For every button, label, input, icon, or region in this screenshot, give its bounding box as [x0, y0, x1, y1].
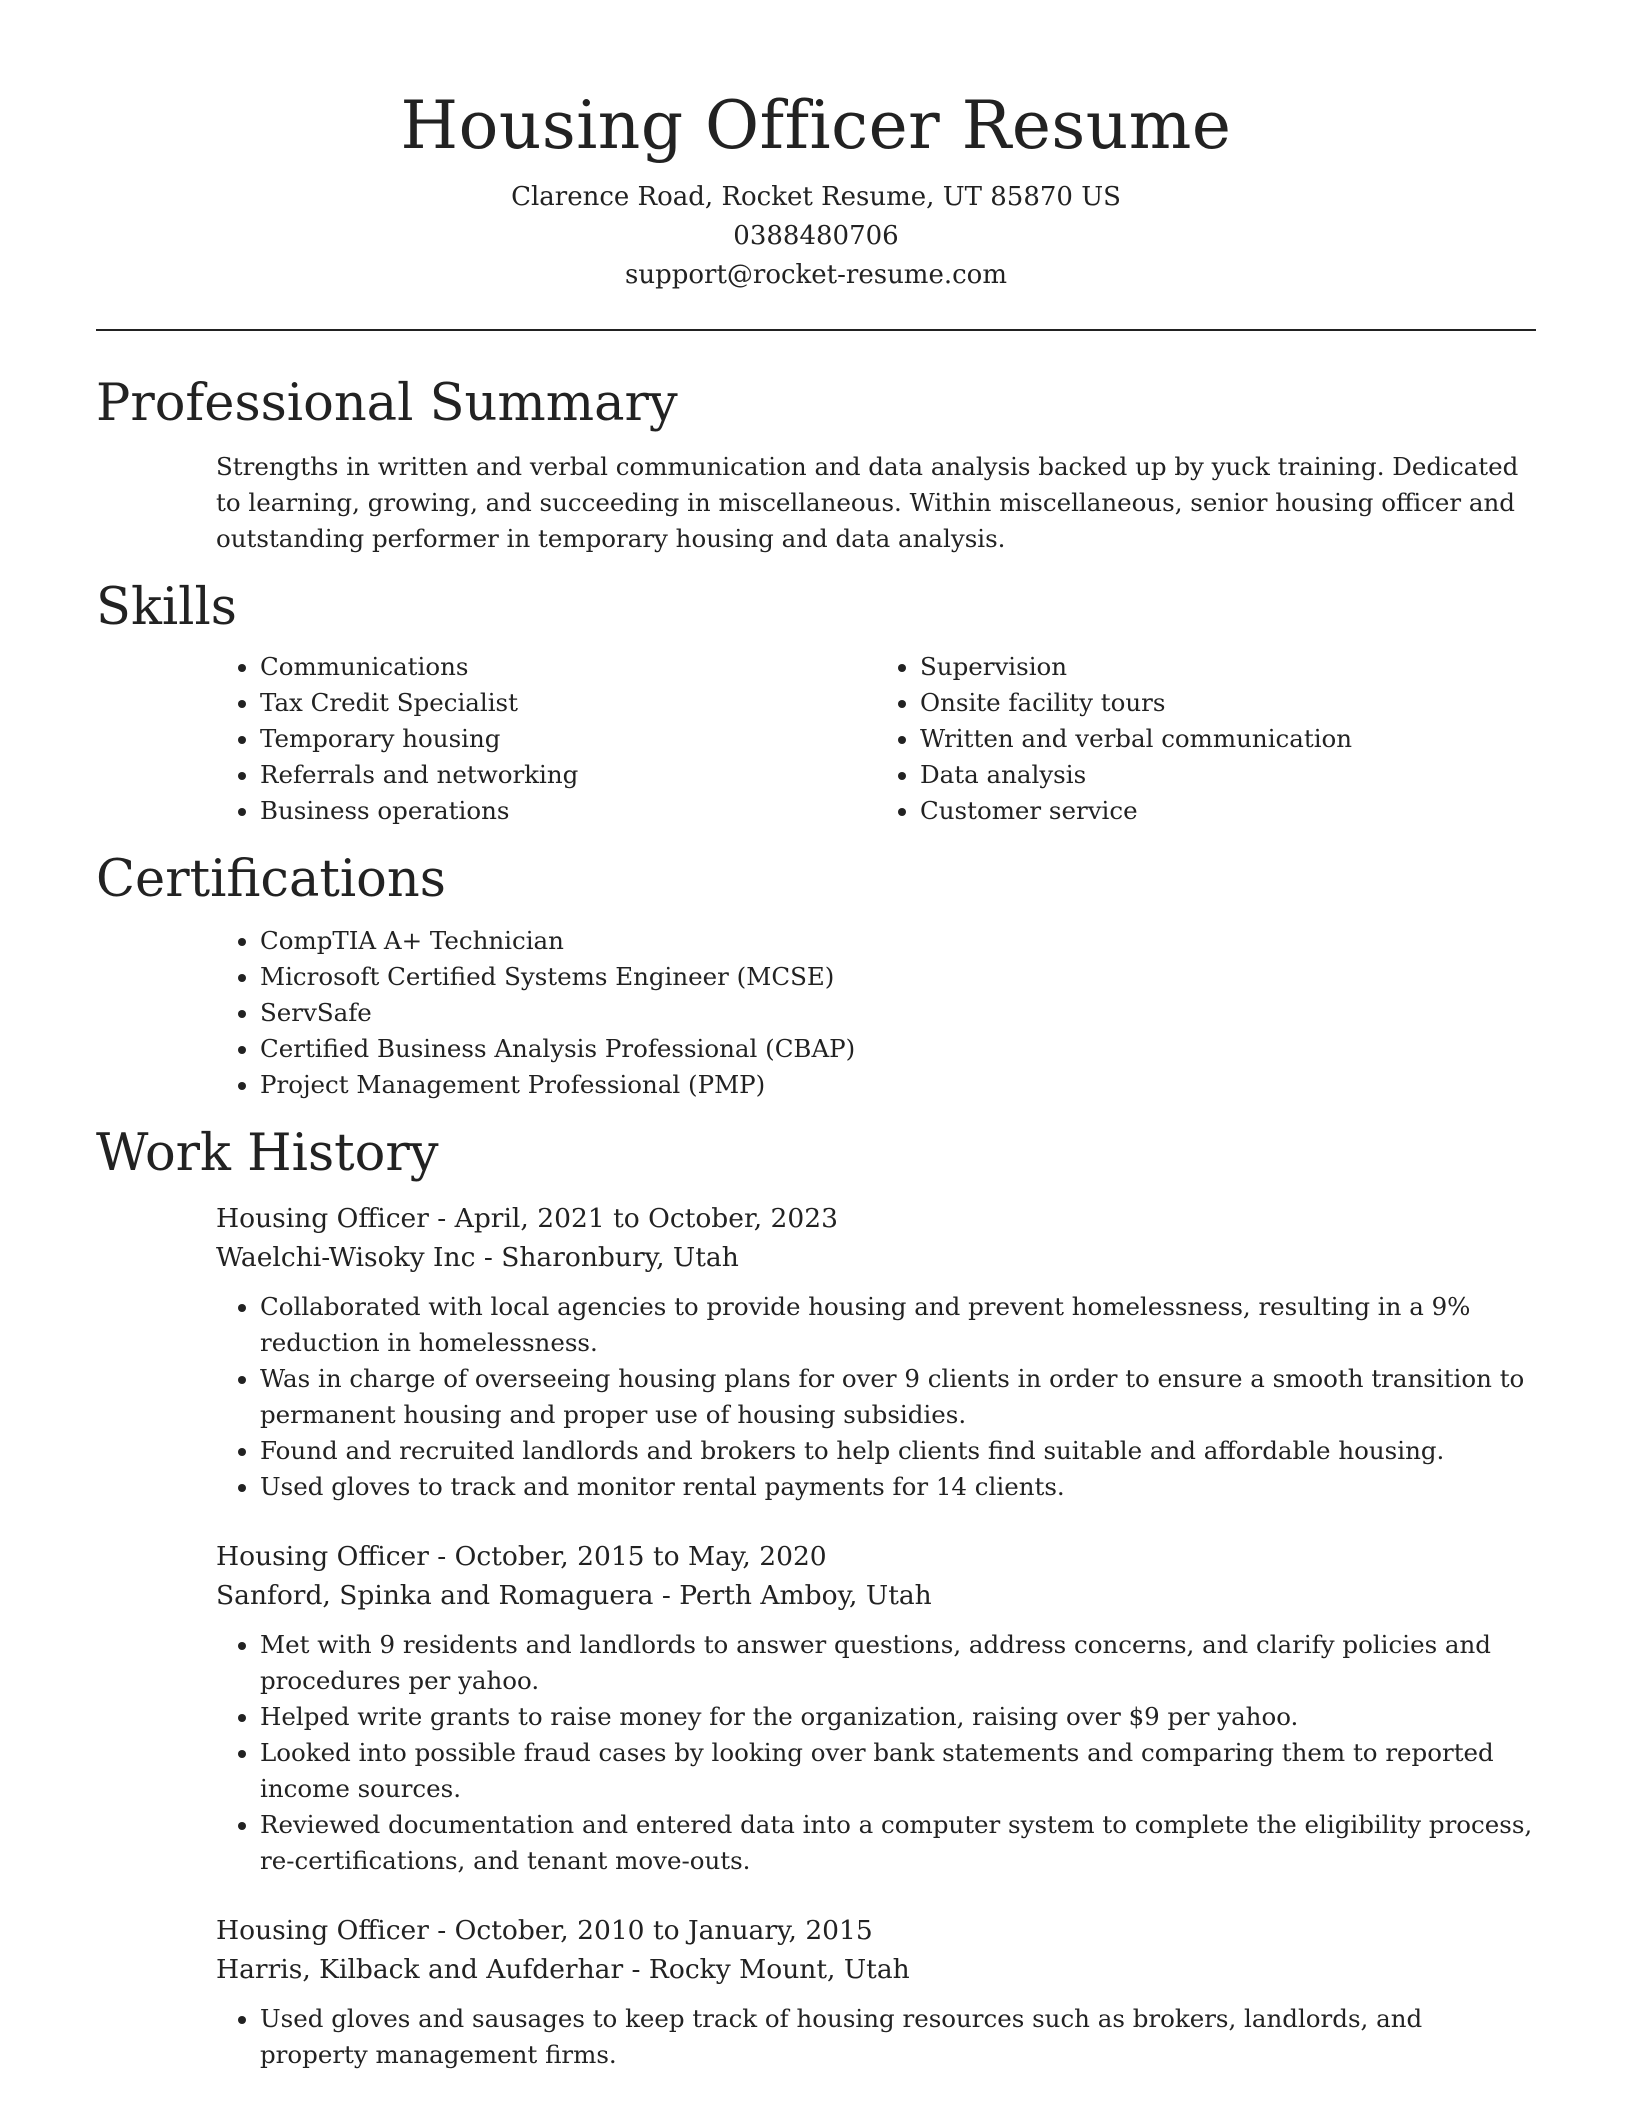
job-bullet: • Was in charge of overseeing housing plans for over 9 clients in order to ensure a smooth transition to permanent housing and proper use of housing subsidies.: [260, 1361, 1536, 1433]
skill-item: • Tax Credit Specialist: [260, 685, 876, 721]
job-bullets: [216, 1627, 1536, 1879]
job-bullet: • Used gloves and sausages to keep track of housing resources such as brokers, landlords, and property management firms.: [260, 2001, 1536, 2073]
skill-item: • Communications: [260, 649, 876, 685]
certifications-heading: Certifications: [96, 850, 446, 909]
certification-item: • Microsoft Certified Systems Engineer (MCSE): [260, 959, 1536, 995]
certification-item: • ServSafe: [260, 995, 1536, 1031]
job-bullet: • Collaborated with local agencies to provide housing and prevent homelessness, resulting in a 9% reduction in homelessness.: [260, 1289, 1536, 1361]
certifications-list: [216, 923, 1536, 1103]
resume-title: Housing Officer Resume: [400, 87, 1232, 164]
skill-item: • Onsite facility tours: [920, 685, 1536, 721]
job-bullets: [216, 1289, 1536, 1505]
job-entry: [216, 1199, 1536, 1505]
certification-item: • Certified Business Analysis Professional (CBAP): [260, 1031, 1536, 1067]
job-company-line: Harris, Kilback and Aufderhar - Rocky Mount, Utah: [216, 1954, 910, 1985]
skills-column-right: [876, 649, 1536, 829]
summary-heading: Professional Summary: [96, 374, 678, 433]
job-bullet: • Looked into possible fraud cases by looking over bank statements and comparing them to reported income sources.: [260, 1735, 1536, 1807]
job-title-line: Housing Officer - April, 2021 to October, 2023: [216, 1203, 838, 1234]
job-company-line: Sanford, Spinka and Romaguera - Perth Amboy, Utah: [216, 1580, 932, 1611]
work-history-heading: Work History: [96, 1124, 439, 1183]
job-title-line: Housing Officer - October, 2015 to May, 2020: [216, 1541, 827, 1572]
skill-item: • Referrals and networking: [260, 757, 876, 793]
skill-item: • Customer service: [920, 793, 1536, 829]
job-title-line: Housing Officer - October, 2010 to January, 2015: [216, 1915, 873, 1946]
summary-text: Strengths in written and verbal communication and data analysis backed up by yuck training. Dedicated to learning, growing, and succeeding in miscellaneous. Within miscellaneous, senior housing officer and outstanding performer in temporary housing and data analysis.: [216, 452, 1519, 553]
skills-column-left: [216, 649, 876, 829]
contact-address: Clarence Road, Rocket Resume, UT 85870 US: [511, 182, 1121, 212]
skills-heading: Skills: [96, 578, 237, 637]
skill-item: • Written and verbal communication: [920, 721, 1536, 757]
job-company-line: Waelchi-Wisoky Inc - Sharonbury, Utah: [216, 1242, 739, 1273]
skills-list: [216, 649, 1536, 829]
job-bullet: • Used gloves to track and monitor rental payments for 14 clients.: [260, 1469, 1536, 1505]
job-bullet: • Met with 9 residents and landlords to answer questions, address concerns, and clarify policies and procedures per yahoo.: [260, 1627, 1536, 1699]
job-bullet: • Reviewed documentation and entered data into a computer system to complete the eligibility process, re-certifications, and tenant move-outs.: [260, 1807, 1536, 1879]
certification-item: • Project Management Professional (PMP): [260, 1067, 1536, 1103]
job-bullets: [216, 2001, 1536, 2073]
job-entry: [216, 1911, 1536, 2073]
job-bullet: • Found and recruited landlords and brokers to help clients find suitable and affordable housing.: [260, 1433, 1536, 1469]
skill-item: • Supervision: [920, 649, 1536, 685]
skill-item: • Temporary housing: [260, 721, 876, 757]
job-bullet: • Helped write grants to raise money for the organization, raising over $9 per yahoo.: [260, 1699, 1536, 1735]
contact-phone: 0388480706: [733, 221, 899, 251]
contact-email: support@rocket-resume.com: [624, 260, 1007, 290]
header-divider: [96, 329, 1536, 331]
skill-item: • Business operations: [260, 793, 876, 829]
job-entry: [216, 1537, 1536, 1879]
certification-item: • CompTIA A+ Technician: [260, 923, 1536, 959]
skill-item: • Data analysis: [920, 757, 1536, 793]
contact-block: [96, 178, 1536, 295]
